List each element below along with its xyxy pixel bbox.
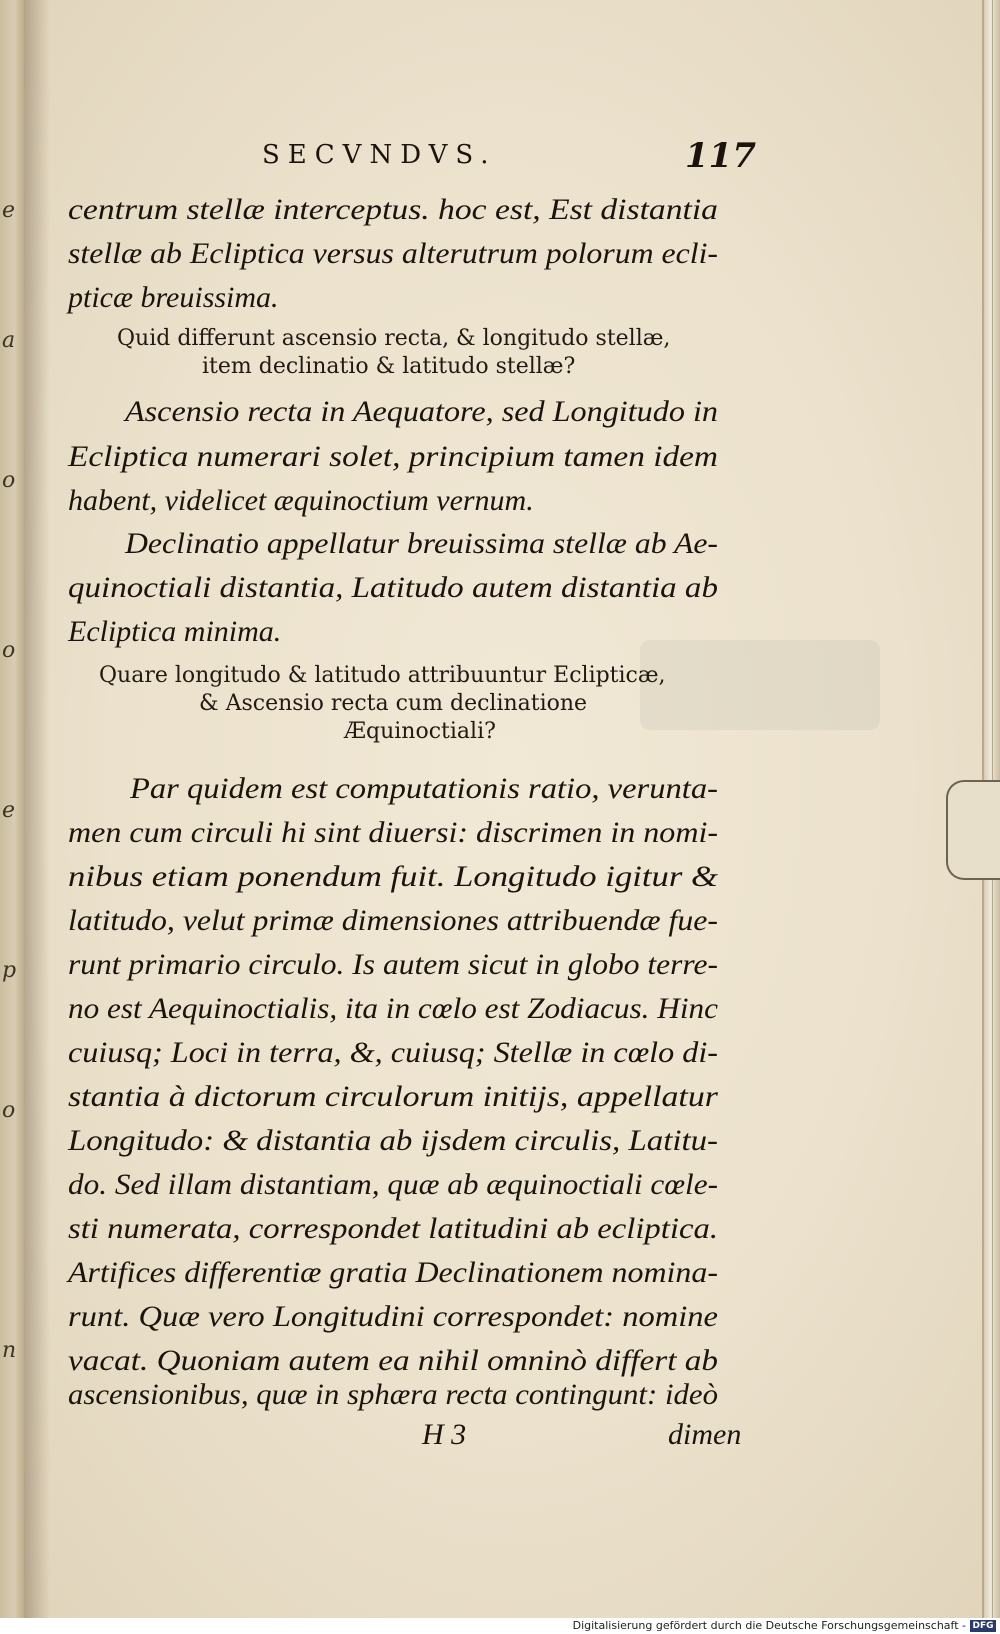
running-head (0, 136, 984, 180)
text-line: runt primario circulo. Is autem sicut in globo terre- (68, 948, 718, 981)
text-line: Ecliptica minima. (68, 615, 282, 648)
text-line: nibus etiam ponendum fuit. Longitudo igitur & (68, 860, 718, 893)
text-line: sti numerata, correspondet latitudini ab ecliptica. (68, 1212, 718, 1245)
dfg-logo: DFG (970, 1620, 996, 1632)
footer-bar (0, 1618, 1000, 1634)
text-line: Ecliptica numerari solet, principium tamen idem (68, 440, 719, 473)
gutter-shadow (24, 0, 50, 1618)
text-line: latitudo, velut primæ dimensiones attribuendæ fue- (68, 904, 718, 937)
text-line: no est Aequinoctialis, ita in cœlo est Zodiacus. Hinc (68, 992, 719, 1025)
question-line: Quare longitudo & latitudo attribuuntur Eclipticæ, (99, 663, 666, 688)
running-title: SECVNDVS. (262, 140, 497, 170)
bookmark-tab (946, 780, 1000, 880)
text-line: ascensionibus, quæ in sphæra recta contingunt: ideò (68, 1378, 718, 1411)
text-line: runt. Quæ vero Longitudini correspondet: nomine (68, 1300, 718, 1333)
text-line: cuiusq; Loci in terra, &, cuiusq; Stellæ in cœlo di- (68, 1036, 719, 1069)
text-line: pticæ breuissima. (68, 281, 279, 314)
footer-credit: Digitalisierung gefördert durch die Deutsche Forschungsgemeinschaft - (572, 1619, 966, 1632)
text-line: Par quidem est computationis ratio, veruntа- (130, 772, 718, 805)
text-line: do. Sed illam distantiam, quæ ab æquinoctiali cœle- (68, 1168, 718, 1201)
question-line: item declinatio & latitudo stellæ? (202, 354, 576, 379)
text-line: stantia à dictorum circulorum initijs, appellatur (68, 1080, 718, 1113)
catchword: dimen (668, 1418, 742, 1451)
previous-page-edge: e a o o e p o n (0, 0, 24, 1618)
question-line: & Ascensio recta cum declinatione (199, 691, 588, 716)
ink-show-through (640, 640, 880, 730)
text-line: Ascensio recta in Aequatore, sed Longitudo in (125, 395, 718, 428)
text-line: habent, videlicet æquinoctium vernum. (68, 484, 534, 517)
signature-mark: H 3 (422, 1418, 467, 1451)
text-line: Artifices differentiæ gratia Declinationem nomina- (68, 1256, 718, 1289)
text-line: vacat. Quoniam autem ea nihil omninò differt ab (68, 1344, 719, 1377)
page-number: 117 (685, 136, 756, 176)
text-line: Declinatio appellatur breuissima stellæ ab Ae- (125, 527, 718, 560)
text-line: stellæ ab Ecliptica versus alterutrum polorum ecli- (68, 237, 719, 270)
text-line: men cum circuli hi sint diuersi: discrimen in nomi- (68, 816, 719, 849)
question-line: Quid differunt ascensio recta, & longitudo stellæ, (117, 326, 671, 351)
text-line: quinoctiali distantia, Latitudo autem distantia ab (68, 571, 718, 604)
text-line: centrum stellæ interceptus. hoc est, Est distantia (68, 193, 718, 226)
text-line: Longitudo: & distantia ab ijsdem circulis, Latitu- (68, 1124, 719, 1157)
question-line: Æquinoctiali? (344, 719, 496, 744)
